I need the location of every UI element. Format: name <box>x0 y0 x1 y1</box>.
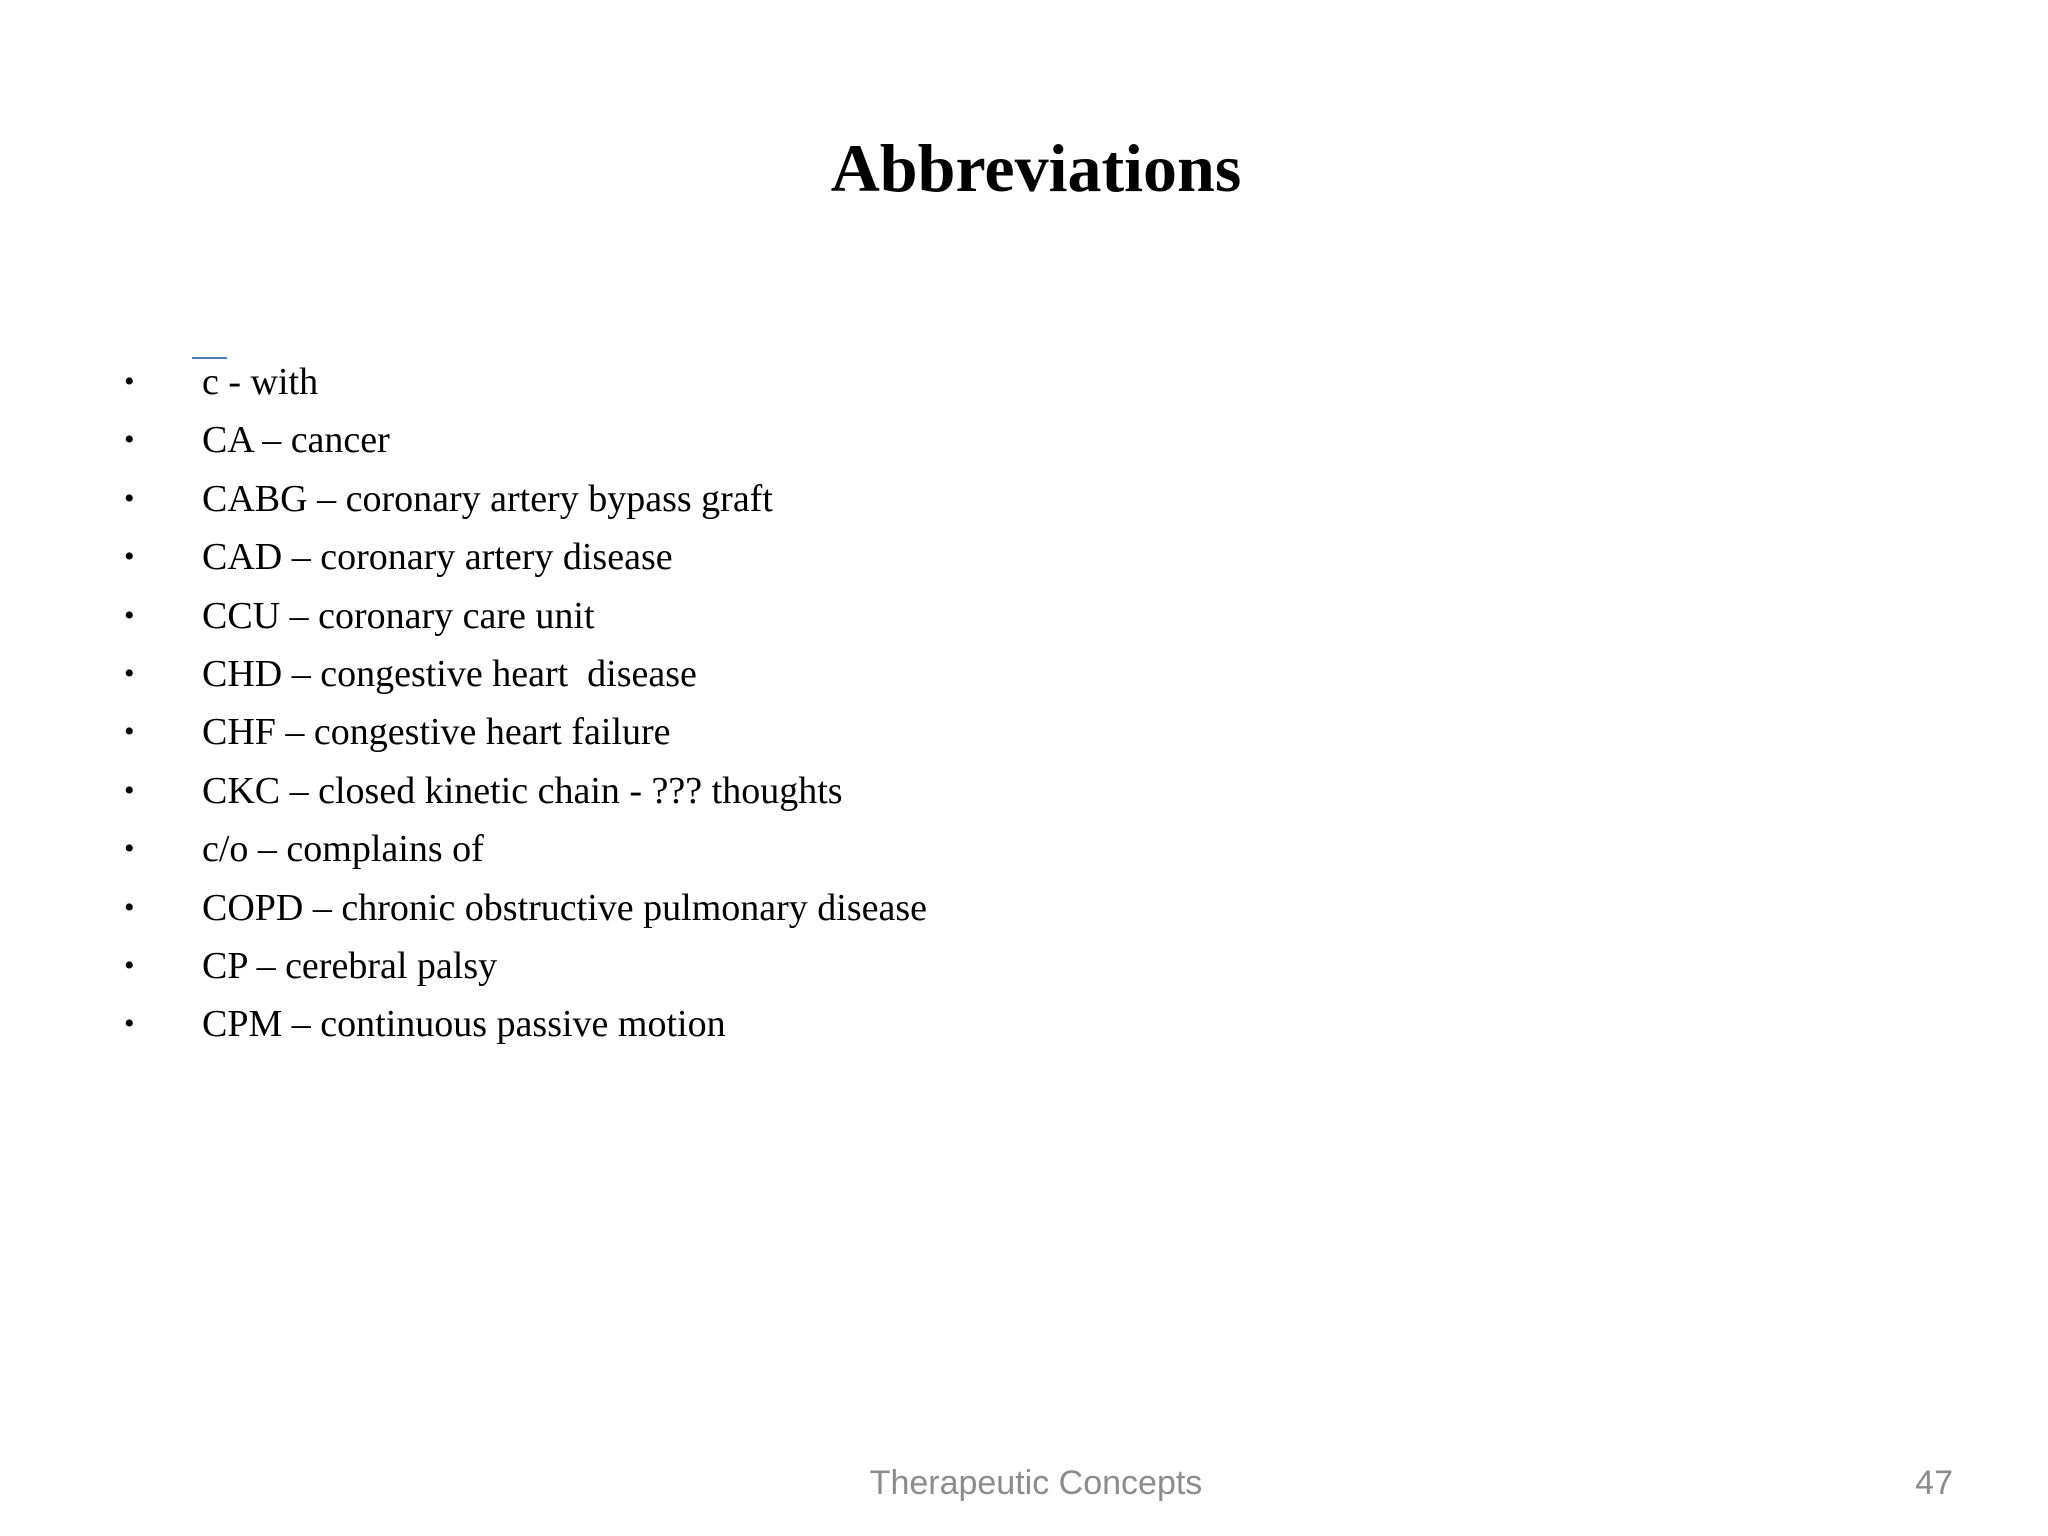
list-item-text: c - with <box>202 361 319 403</box>
list-item-text: CP – cerebral palsy <box>202 944 498 987</box>
bullet-icon: • <box>124 1007 135 1041</box>
bullet-icon: • <box>124 656 135 690</box>
bullet-icon: • <box>124 540 135 574</box>
list-item-text: CPM – continuous passive motion <box>202 1003 726 1046</box>
list-item <box>0 411 390 469</box>
list-item-text: CA – cancer <box>202 419 390 462</box>
list-item <box>0 879 928 937</box>
footer-text: Therapeutic Concepts <box>869 1464 1203 1502</box>
bullet-icon: • <box>124 423 135 457</box>
list-item <box>0 528 673 586</box>
list-item <box>0 937 498 995</box>
page-number: 47 <box>1915 1464 1953 1502</box>
list-item-text: CABG – coronary artery bypass graft <box>202 477 773 520</box>
bullet-icon: • <box>124 365 135 398</box>
list-item <box>0 470 773 528</box>
list-item <box>0 703 671 761</box>
list-item-text: CHF – congestive heart failure <box>202 711 671 754</box>
abbreviation-list <box>0 353 928 1054</box>
list-item <box>0 353 319 411</box>
list-item-text: CCU – coronary care unit <box>202 594 595 637</box>
bullet-icon: • <box>124 598 135 632</box>
list-item-text: CHD – congestive heart disease <box>202 652 697 695</box>
list-item-text: CAD – coronary artery disease <box>202 536 673 579</box>
list-item <box>0 762 843 820</box>
slide-title: Abbreviations <box>830 130 1242 206</box>
bullet-icon: • <box>124 773 135 807</box>
list-item-text: COPD – chronic obstructive pulmonary disease <box>202 886 928 929</box>
list-item-text: c/o – complains of <box>202 828 484 871</box>
bullet-icon: • <box>124 832 135 866</box>
bullet-icon: • <box>124 948 135 982</box>
list-item <box>0 820 484 878</box>
bullet-icon: • <box>124 481 135 515</box>
bullet-icon: • <box>124 715 135 749</box>
bullet-icon: • <box>124 890 135 924</box>
list-item <box>0 995 726 1053</box>
list-item-text: CKC – closed kinetic chain - ??? thoughts <box>202 769 843 812</box>
list-item <box>0 645 697 703</box>
list-item <box>0 587 595 645</box>
